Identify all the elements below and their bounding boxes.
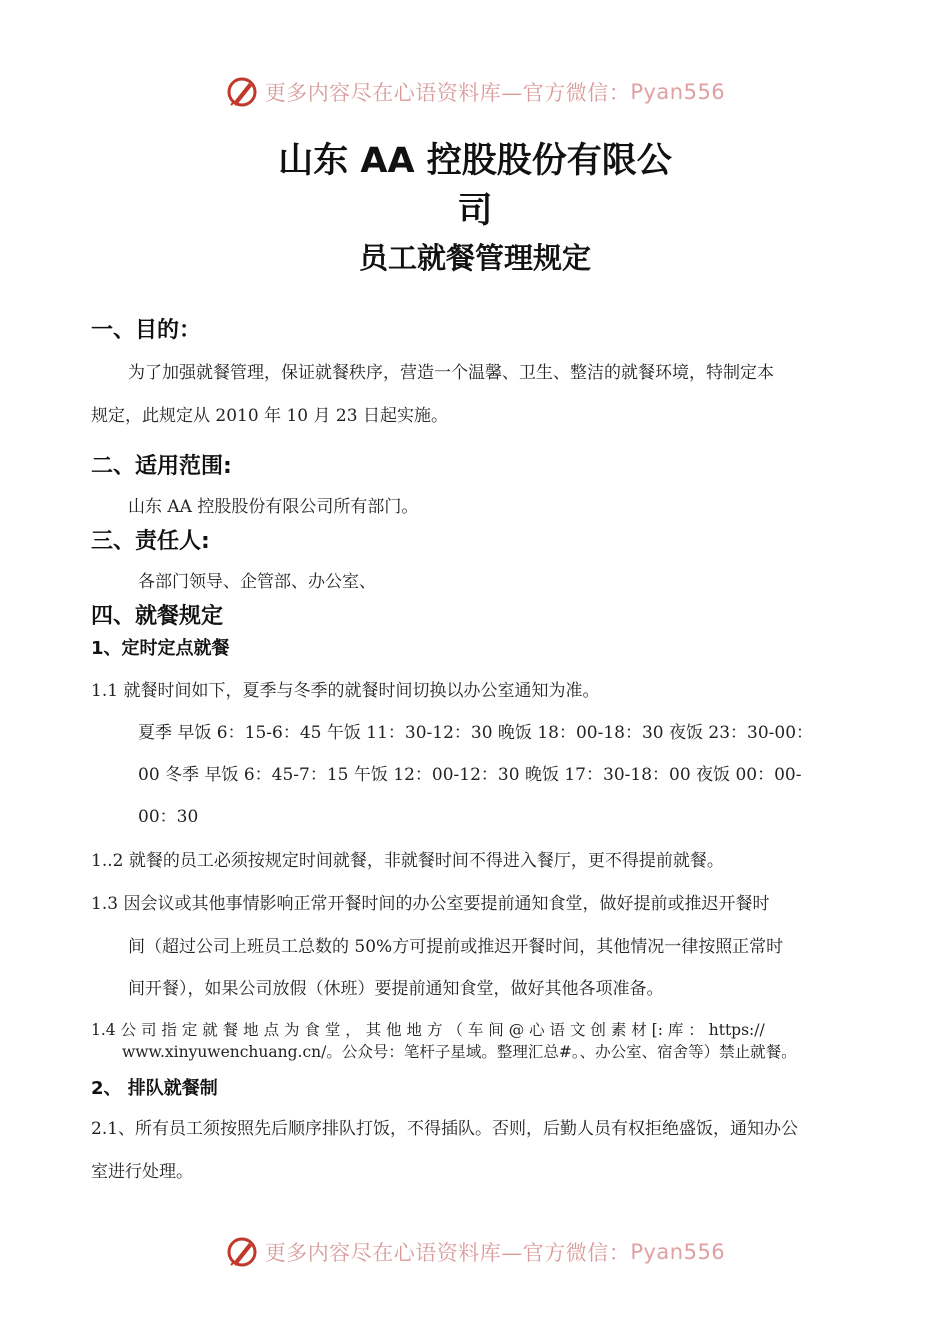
document-subtitle: 员工就餐管理规定 [358,241,591,275]
company-title-line2: 司 [457,191,493,231]
item-1-3-line3: 间开餐），如果公司放假（休班）要提前通知食堂，做好其他各项准备。 [128,979,664,999]
item-1-3-line1: 1.3 因会议或其他事情影响正常开餐时间的办公室要提前通知食堂，做好提前或推迟开餐时 [91,894,770,914]
heading-rules: 四、就餐规定 [91,604,224,629]
item-1-2: 1..2 就餐的员工必须按规定时间就餐，非就餐时间不得进入餐厅，更不得提前就餐。 [91,851,724,871]
schedule-line2: 00 冬季 早饭 6：45-7：15 午饭 12：00-12：30 晚饭 17：30-18：00 夜饭 00：00- [138,765,802,785]
item-1-1: 1.1 就餐时间如下，夏季与冬季的就餐时间切换以办公室通知为准。 [91,681,600,701]
item-1-4-line1: 1.4 公 司 指 定 就 餐 地 点 为 食 堂 ， 其 他 地 方 （ 车 间 @ 心 语 文 创 素 材 [: 库 ： https:// [91,1021,765,1039]
banner-text: 更多内容尽在心语资料库—官方微信： [264,1241,631,1265]
heading-purpose: 一、目的： [91,318,202,343]
company-title-line1: 山东 AA 控股股份有限公 [278,141,672,181]
heading-queue-dining: 2、 排队就餐制 [91,1078,218,1099]
heading-fixed-dining: 1、定时定点就餐 [91,638,230,659]
purpose-line2: 规定，此规定从 2010 年 10 月 23 日起实施。 [91,406,448,426]
schedule-line3: 00：30 [138,807,199,827]
item-2-1-line1: 2.1、所有员工须按照先后顺序排队打饭，不得插队。否则，后勤人员有权拒绝盛饭，通知办公 [91,1119,799,1139]
pen-logo-icon [225,1235,259,1269]
heading-responsible: 三、责任人: [91,529,210,554]
scope-text: 山东 AA 控股股份有限公司所有部门。 [128,497,419,517]
item-1-3-line2: 间（超过公司上班员工总数的 50%方可提前或推迟开餐时间，其他情况一律按照正常时 [128,937,784,957]
footer-banner [0,1232,950,1272]
header-banner [0,72,950,112]
banner-text: 更多内容尽在心语资料库—官方微信： [264,81,631,105]
item-2-1-line2: 室进行处理。 [91,1162,193,1182]
item-1-4-line2: www.xinyuwenchuang.cn/。公众号：笔杆子星域。整理汇总#。、办公室、宿舍等）禁止就餐。 [122,1043,797,1061]
banner-handle: Pyan556 [630,1240,726,1264]
responsible-text: 各部门领导、企管部、办公室、 [138,572,376,592]
pen-logo-icon [225,75,259,109]
schedule-line1: 夏季 早饭 6：15-6：45 午饭 11：30-12：30 晚饭 18：00-18：30 夜饭 23：30-00： [138,723,814,743]
banner-handle: Pyan556 [630,80,726,104]
purpose-line1: 为了加强就餐管理，保证就餐秩序，营造一个温馨、卫生、整洁的就餐环境，特制定本 [128,363,774,383]
heading-scope: 二、适用范围: [91,454,232,479]
